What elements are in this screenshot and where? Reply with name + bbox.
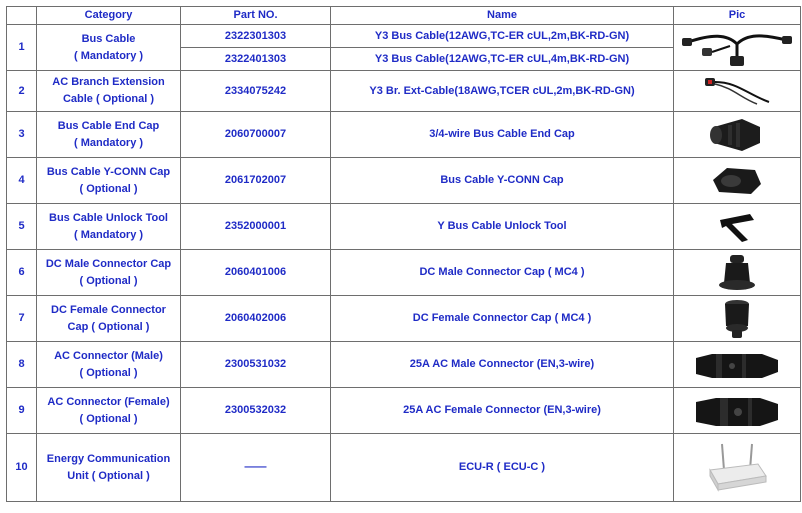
part-name: DC Female Connector Cap ( MC4 ) xyxy=(331,296,674,342)
unlock-tool-image xyxy=(674,204,801,250)
row-number: 7 xyxy=(7,296,37,342)
row-number: 5 xyxy=(7,204,37,250)
ac-female-connector-image xyxy=(674,388,801,434)
part-number: 2322301303 xyxy=(181,25,331,48)
accessories-table xyxy=(6,6,801,502)
category-requirement: ( Optional ) xyxy=(79,274,138,287)
category-requirement: ( Optional ) xyxy=(79,366,138,379)
part-name: Y Bus Cable Unlock Tool xyxy=(331,204,674,250)
header-category: Category xyxy=(37,7,181,25)
row-number: 9 xyxy=(7,388,37,434)
row-number: 6 xyxy=(7,250,37,296)
category-requirement: Cable ( Optional ) xyxy=(62,93,155,105)
part-number: 2334075242 xyxy=(181,71,331,112)
header-name: Name xyxy=(331,7,674,25)
category-requirement: Unit ( Optional ) xyxy=(67,469,150,482)
header-pic: Pic xyxy=(674,7,801,25)
part-name: Y3 Br. Ext-Cable(18AWG,TCER cUL,2m,BK-RD-GN) xyxy=(331,71,674,112)
table-row xyxy=(7,71,801,112)
part-number: 2300531032 xyxy=(181,342,331,388)
part-name: 25A AC Female Connector (EN,3-wire) xyxy=(331,388,674,434)
end-cap-image xyxy=(674,112,801,158)
part-number: —— xyxy=(181,434,331,502)
category-title: AC Connector (Female) xyxy=(47,395,170,408)
part-name: ECU-R ( ECU-C ) xyxy=(331,434,674,502)
category-title: Bus Cable Y-CONN Cap xyxy=(46,165,171,178)
dc-male-cap-image xyxy=(674,250,801,296)
part-name: DC Male Connector Cap ( MC4 ) xyxy=(331,250,674,296)
header-index xyxy=(7,7,37,25)
ecu-device-image xyxy=(674,434,801,502)
part-number: 2061702007 xyxy=(181,158,331,204)
table-row xyxy=(7,388,801,434)
table-row xyxy=(7,250,801,296)
category-cell xyxy=(37,112,181,158)
category-cell xyxy=(37,250,181,296)
header-part-no: Part NO. xyxy=(181,7,331,25)
category-title: AC Branch Extension xyxy=(52,76,165,88)
category-title: DC Female Connector xyxy=(51,303,166,316)
category-cell xyxy=(37,25,181,71)
part-number: 2060402006 xyxy=(181,296,331,342)
bus-cable-image xyxy=(674,25,801,71)
part-number: 2060700007 xyxy=(181,112,331,158)
category-title: Energy Communication xyxy=(46,452,171,465)
category-requirement: ( Mandatory ) xyxy=(73,49,144,62)
part-name: 25A AC Male Connector (EN,3-wire) xyxy=(331,342,674,388)
table-row xyxy=(7,204,801,250)
branch-extension-cable-image xyxy=(674,71,801,112)
part-name: Y3 Bus Cable(12AWG,TC-ER cUL,4m,BK-RD-GN) xyxy=(331,48,674,71)
part-number: 2060401006 xyxy=(181,250,331,296)
category-cell xyxy=(37,388,181,434)
category-title: Bus Cable End Cap xyxy=(57,119,160,132)
table-row xyxy=(7,158,801,204)
part-number: 2300532032 xyxy=(181,388,331,434)
ac-male-connector-image xyxy=(674,342,801,388)
row-number: 4 xyxy=(7,158,37,204)
row-number: 3 xyxy=(7,112,37,158)
table-row xyxy=(7,25,801,48)
category-title: AC Connector (Male) xyxy=(54,349,163,362)
category-requirement: ( Optional ) xyxy=(79,182,138,195)
part-name: Bus Cable Y-CONN Cap xyxy=(331,158,674,204)
category-cell xyxy=(37,158,181,204)
category-requirement: ( Mandatory ) xyxy=(73,136,144,149)
table-row xyxy=(7,296,801,342)
category-cell xyxy=(37,204,181,250)
part-number: 2352000001 xyxy=(181,204,331,250)
y-conn-cap-image xyxy=(674,158,801,204)
table-row xyxy=(7,434,801,502)
category-requirement: ( Optional ) xyxy=(79,412,138,425)
row-number: 1 xyxy=(7,25,37,71)
category-requirement: Cap ( Optional ) xyxy=(67,320,150,333)
category-title: DC Male Connector Cap xyxy=(45,257,172,270)
category-cell xyxy=(37,71,181,112)
category-cell xyxy=(37,342,181,388)
category-title: Bus Cable xyxy=(81,32,136,45)
category-cell xyxy=(37,434,181,502)
header-row xyxy=(7,7,801,25)
category-title: Bus Cable Unlock Tool xyxy=(49,211,168,224)
part-name: 3/4-wire Bus Cable End Cap xyxy=(331,112,674,158)
category-requirement: ( Mandatory ) xyxy=(73,228,144,241)
category-cell xyxy=(37,296,181,342)
dc-female-cap-image xyxy=(674,296,801,342)
part-name: Y3 Bus Cable(12AWG,TC-ER cUL,2m,BK-RD-GN) xyxy=(331,25,674,48)
table-row xyxy=(7,342,801,388)
part-number: 2322401303 xyxy=(181,48,331,71)
row-number: 10 xyxy=(7,434,37,502)
table-row xyxy=(7,112,801,158)
row-number: 2 xyxy=(7,71,37,112)
row-number: 8 xyxy=(7,342,37,388)
